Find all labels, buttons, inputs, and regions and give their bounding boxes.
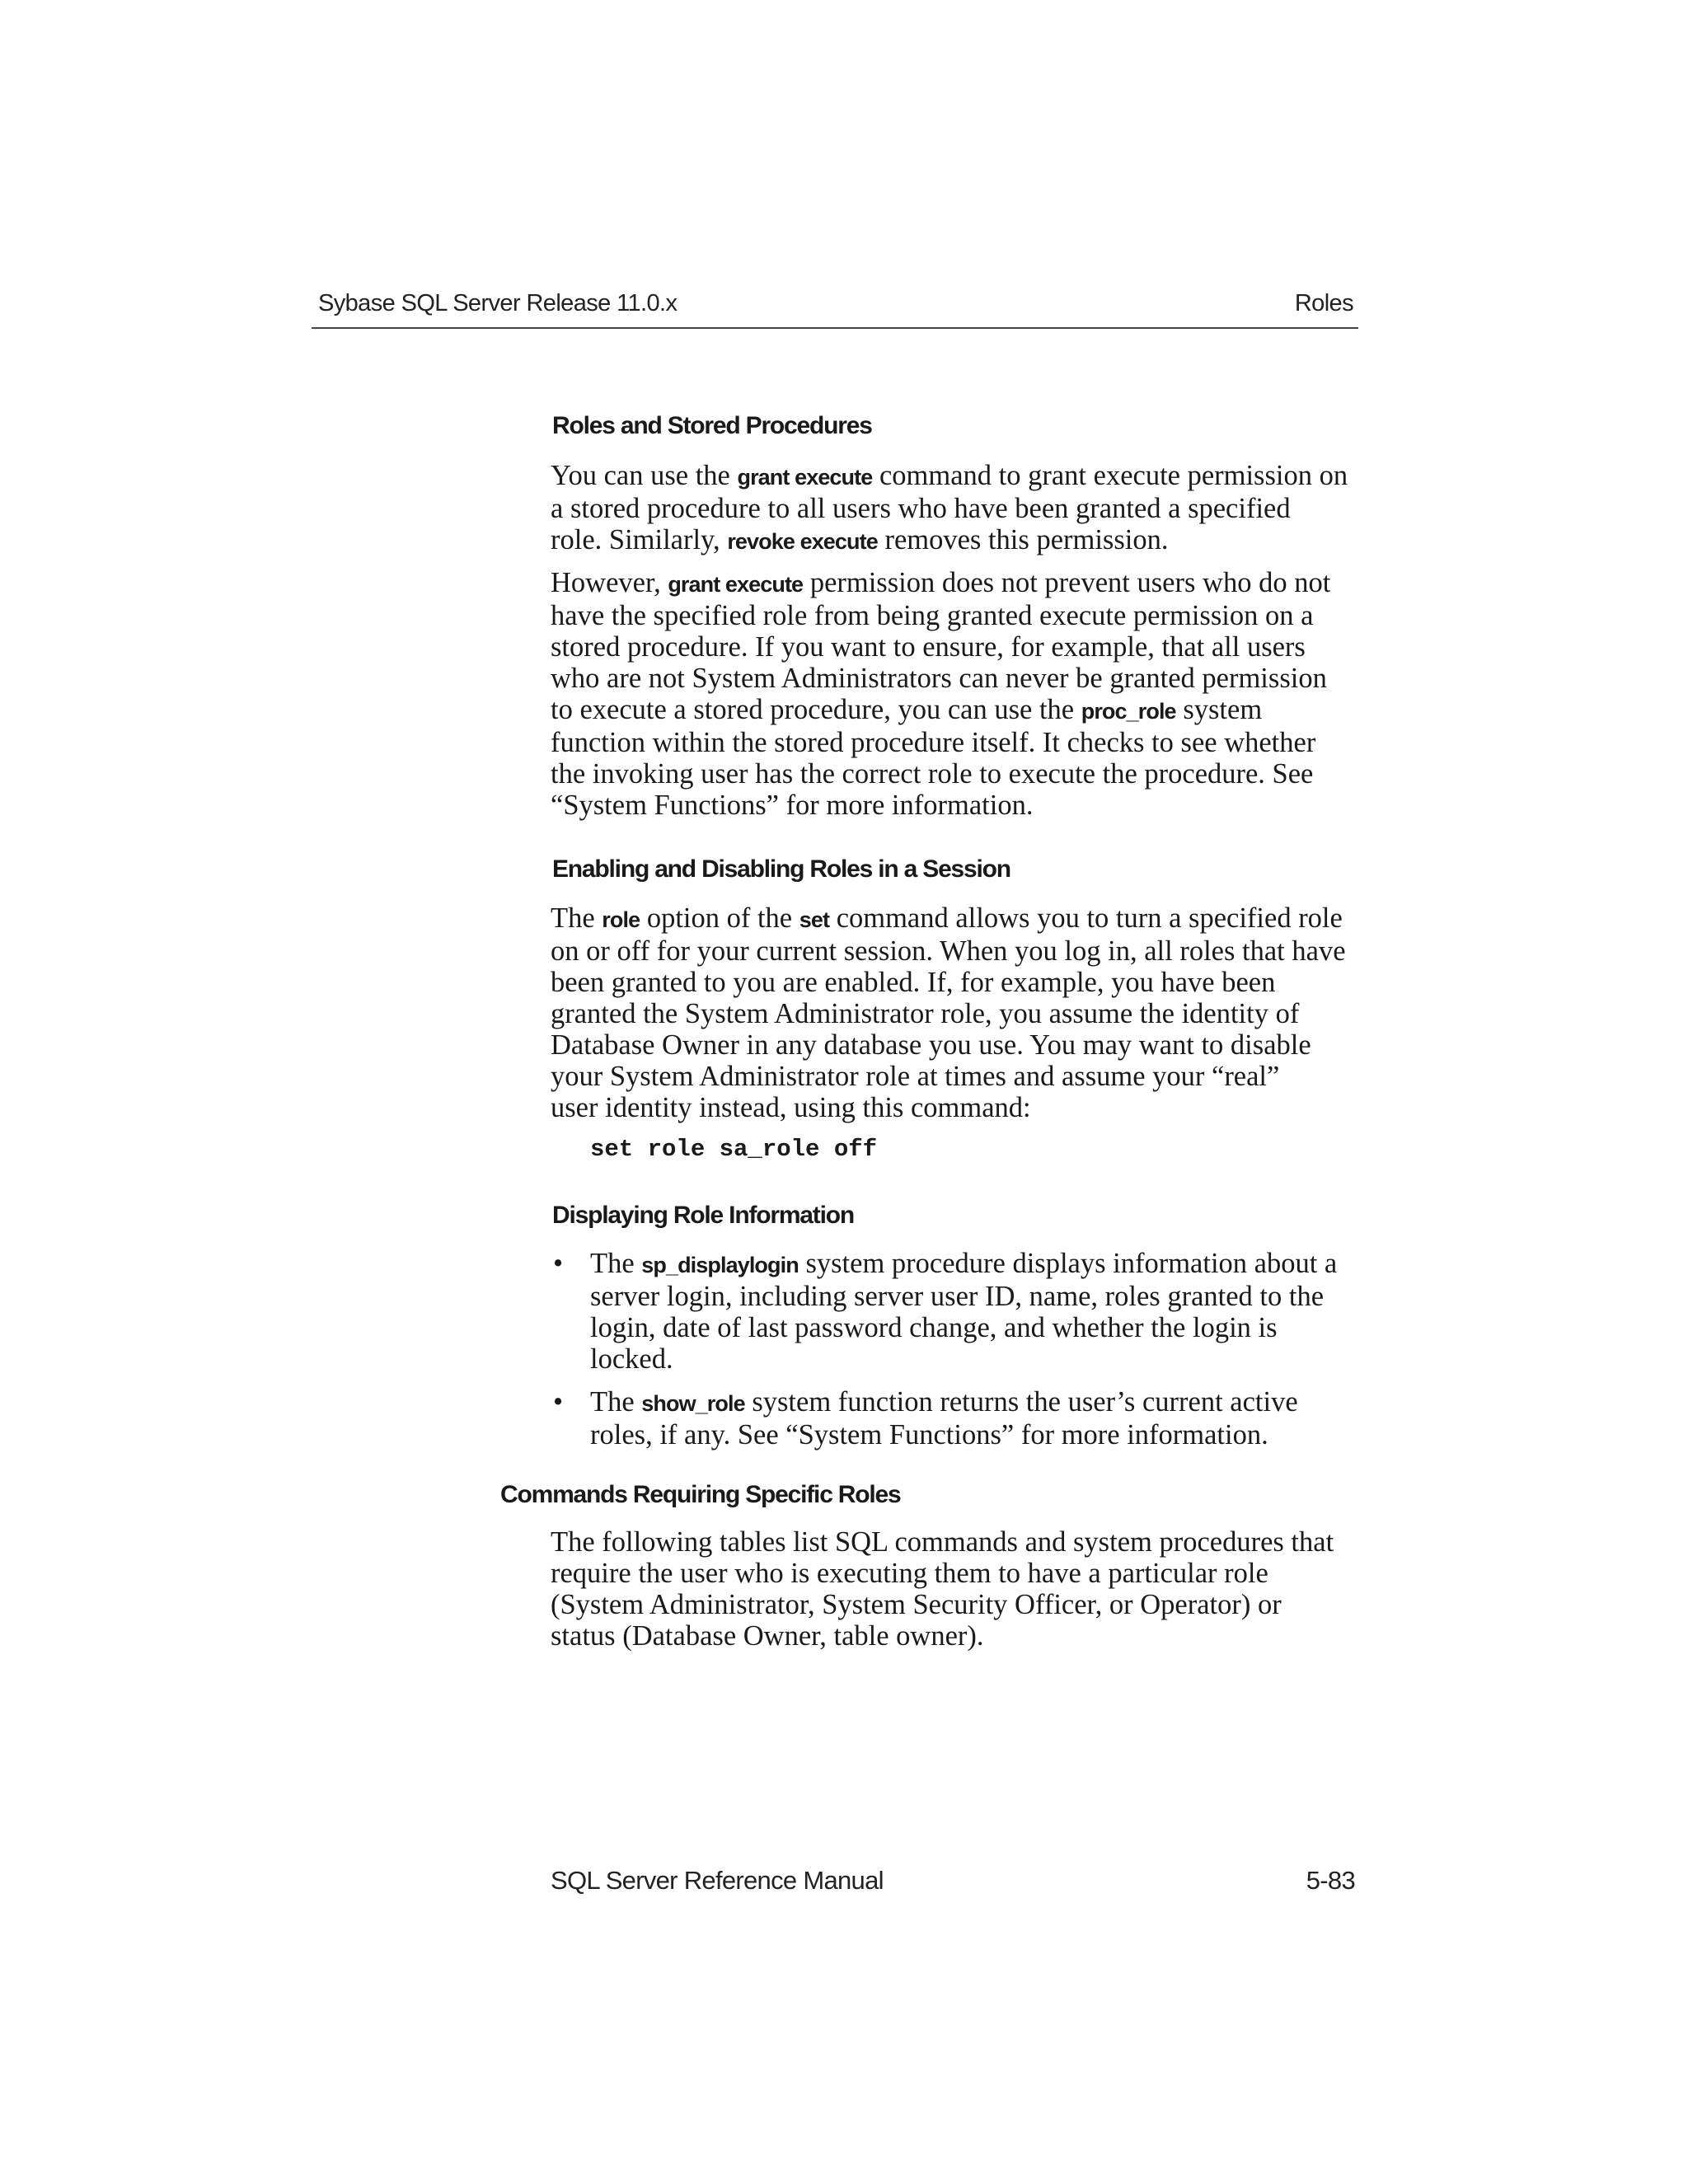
paragraph-proc-role: However, grant execute permission does not prevent users who do not have the specified role from being granted execute permission on a stored procedure. If you want to ensure, for example, that all users who are not System Administrators can never be granted permission to execute a stored procedure, you can use the proc_role system function within the stored procedure itself. It checks to see whether the invoking user has the correct role to execute the procedure. See “System Functions” for more information. xyxy=(551,567,1331,821)
heading-displaying-role-information: Displaying Role Information xyxy=(552,1202,854,1229)
header-rule xyxy=(312,327,1358,329)
keyword-grant-execute: grant execute xyxy=(737,465,873,490)
footer-manual-title: SQL Server Reference Manual xyxy=(551,1866,884,1895)
keyword-grant-execute: grant execute xyxy=(668,572,804,597)
code-example-set-role: set role sa_role off xyxy=(590,1136,878,1163)
paragraph-grant-execute: You can use the grant execute command to grant execute permission on a stored procedure to all users who have been granted a specified role. Similarly, revoke execute removes this permission. xyxy=(551,460,1348,555)
keyword-role: role xyxy=(602,907,640,932)
keyword-proc-role: proc_role xyxy=(1081,699,1176,724)
header-book-title: Sybase SQL Server Release 11.0.x xyxy=(318,290,678,316)
heading-roles-stored-procedures: Roles and Stored Procedures xyxy=(552,412,872,439)
bullet: • xyxy=(553,1248,564,1279)
footer-page-number: 5-83 xyxy=(1306,1866,1355,1895)
paragraph-tables-intro: The following tables list SQL commands and system procedures that require the user who is executing them to have a particular role (System Administrator, System Security Officer, or Operator) or status (Database Owner, table owner). xyxy=(551,1526,1334,1652)
keyword-show-role: show_role xyxy=(641,1391,745,1416)
keyword-sp-displaylogin: sp_displaylogin xyxy=(641,1253,799,1277)
running-header xyxy=(316,290,1356,327)
keyword-revoke-execute: revoke execute xyxy=(727,529,878,554)
header-chapter-title: Roles xyxy=(1294,290,1353,316)
heading-enabling-disabling-roles: Enabling and Disabling Roles in a Session xyxy=(552,855,1010,883)
heading-commands-requiring-roles: Commands Requiring Specific Roles xyxy=(500,1481,901,1508)
bullet: • xyxy=(553,1386,564,1418)
paragraph-set-role: The role option of the set command allows you to turn a specified role on or off for your current session. When you log in, all roles that have been granted to you are enabled. If, for example, you have been granted the System Administrator role, you assume the identity of Database Owner in any database you use. You may want to disable your System Administrator role at times and assume your “real” user identity instead, using this command: xyxy=(551,902,1346,1123)
keyword-set: set xyxy=(799,907,830,932)
document-page: Sybase SQL Server Release 11.0.x Roles Roles and Stored Procedures You can use the grant execute command to grant execute permission on a stored procedure to all users who have been granted a specified role. Similarly, revoke execute removes this permission. However, grant execute permission does not prevent users who do not have the specified role from being granted execute permission on a stored procedure. If you want to ensure, for example, that all users who are not System Administrators can never be granted permission to execute a stored procedure, you can use the proc_role system function within the stored procedure itself. It checks to see whether the invoking user has the correct role to execute the procedure. See “System Functions” for more information. Enabling and Disabling Roles in a Session The role option of the set command allows you to turn a specified role on or off for your current session. When you log in, all roles that have been granted to you are enabled. If, for example, you have been granted the System Administrator role, you assume the identity of Database Owner in any database you use. You may want to disable your System Administrator role at times and assume your “real” user identity instead, using this command: set role sa_role off Displaying Role Information • The sp_displaylogin system procedure displays information about a server login, including server user ID, name, roles granted to the login, date of last password change, and whether the login is locked. • The show_role system function returns the user’s current active roles, if any. See “System Functions” for more information. Commands Requiring Specific Roles The following tables list SQL commands and system procedures that require the user who is executing them to have a particular role (System Administrator, System Security Officer, or Operator) or status (Database Owner, table owner). SQL Server Reference Manual 5-83 xyxy=(0,0,1688,2184)
